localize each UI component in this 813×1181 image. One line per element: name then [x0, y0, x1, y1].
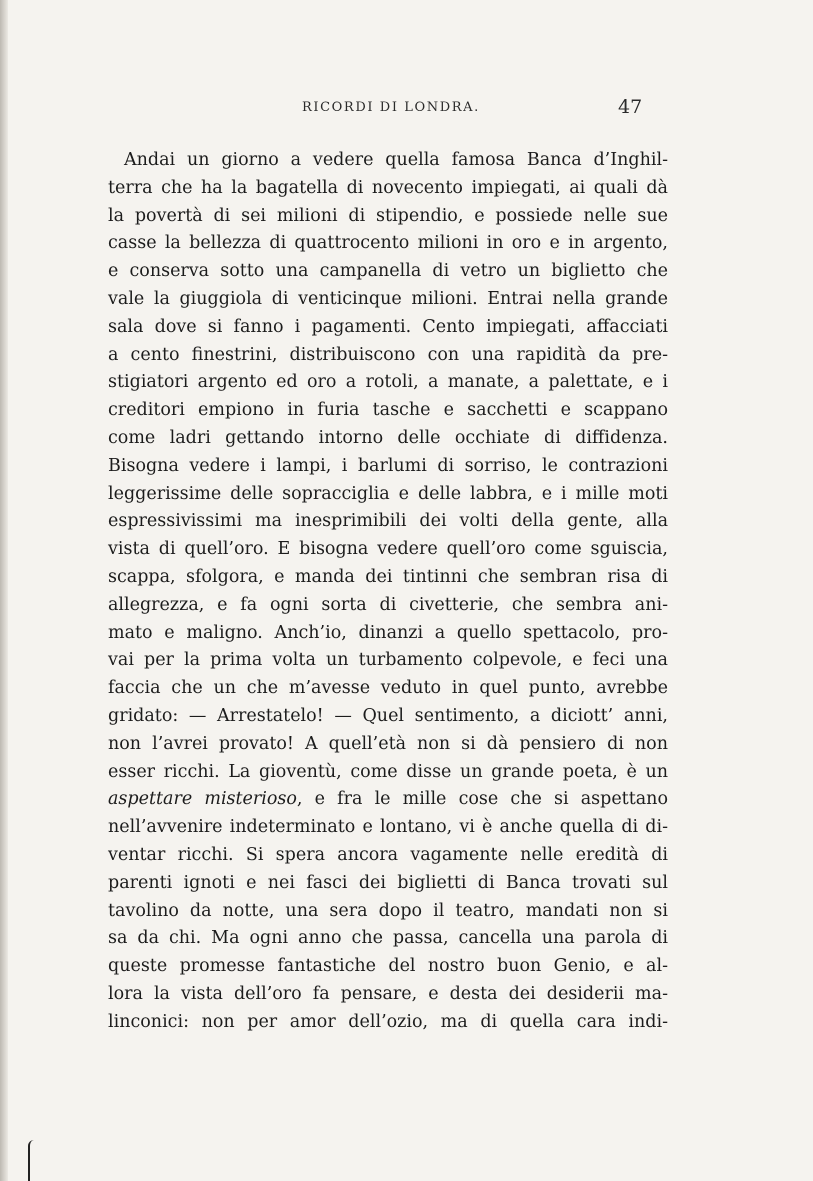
text-line: tavolino da notte, una sera dopo il teatro, mandati non si	[108, 900, 668, 921]
text-line: Bisogna vedere i lampi, i barlumi di sorriso, le contrazioni	[108, 455, 668, 476]
scan-edge-mark	[28, 1140, 36, 1181]
text-line: terra che ha la bagatella di novecento impiegati, ai quali dà	[108, 177, 668, 198]
text-line: vista di quell’oro. E bisogna vedere quell’oro come sguiscia,	[108, 539, 668, 560]
text-line: sala dove si fanno i pagamenti. Cento impiegati, affacciati	[108, 316, 668, 337]
body-paragraph	[108, 147, 668, 1037]
running-title: RICORDI DI LONDRA.	[302, 100, 480, 115]
italic-phrase: aspettare misterioso	[108, 789, 297, 810]
text-line: come ladri gettando intorno delle occhiate di diffidenza.	[108, 427, 668, 448]
text-line: leggerissime delle sopracciglia e delle labbra, e i mille moti	[108, 483, 668, 504]
text-line: la povertà di sei milioni di stipendio, e possiede nelle sue	[108, 205, 668, 226]
text-line: stigiatori argento ed oro a rotoli, a manate, a palettate, e i	[108, 372, 668, 393]
text-line: creditori empiono in furia tasche e sacchetti e scappano	[108, 400, 668, 421]
text-line: mato e maligno. Anch’io, dinanzi a quello spettacolo, pro-	[108, 622, 668, 643]
text-line: faccia che un che m’avesse veduto in quel punto, avrebbe	[108, 678, 668, 699]
text-line: allegrezza, e fa ogni sorta di civetterie, che sembra ani-	[108, 594, 668, 615]
text-line: scappa, sfolgora, e manda dei tintinni che sembran risa di	[108, 566, 668, 587]
text-line: queste promesse fantastiche del nostro buon Genio, e al-	[108, 956, 668, 977]
text-line: e conserva sotto una campanella di vetro un biglietto che	[108, 261, 668, 282]
text-line: linconici: non per amor dell’ozio, ma di quella cara indi-	[108, 1011, 668, 1032]
text-line: gridato: — Arrestatelo! — Quel sentimento, a diciott’ anni,	[108, 705, 668, 726]
text-line: Andai un giorno a vedere quella famosa Banca d’Inghil-	[124, 150, 668, 170]
italic-line-rest: , e fra le mille cose che si aspettano	[296, 789, 668, 810]
text-line: non l’avrei provato! A quell’età non si dà pensiero di non	[108, 733, 668, 754]
text-line: parenti ignoti e nei fasci dei biglietti di Banca trovati sul	[108, 872, 668, 893]
page-number: 47	[618, 96, 643, 118]
text-line: lora la vista dell’oro fa pensare, e desta dei desiderii ma-	[108, 983, 668, 1004]
text-line: ventar ricchi. Si spera ancora vagamente nelle eredità di	[108, 844, 668, 865]
text-line: esser ricchi. La gioventù, come disse un grande poeta, è un	[108, 761, 668, 782]
text-line: nell’avvenire indeterminato e lontano, vi è anche quella di di-	[108, 817, 668, 838]
text-line: sa da chi. Ma ogni anno che passa, cancella una parola di	[108, 928, 668, 949]
text-line: vai per la prima volta un turbamento colpevole, e feci una	[108, 650, 668, 671]
text-line: espressivissimi ma inesprimibili dei volti della gente, alla	[108, 511, 668, 532]
text-line-italic	[108, 786, 668, 814]
text-line: vale la giuggiola di venticinque milioni. Entrai nella grande	[108, 288, 668, 309]
page-binding-edge	[0, 0, 8, 1181]
text-line: casse la bellezza di quattrocento milioni in oro e in argento,	[108, 233, 668, 254]
text-line: a cento finestrini, distribuiscono con una rapidità da pre-	[108, 344, 668, 365]
running-header	[0, 96, 813, 126]
